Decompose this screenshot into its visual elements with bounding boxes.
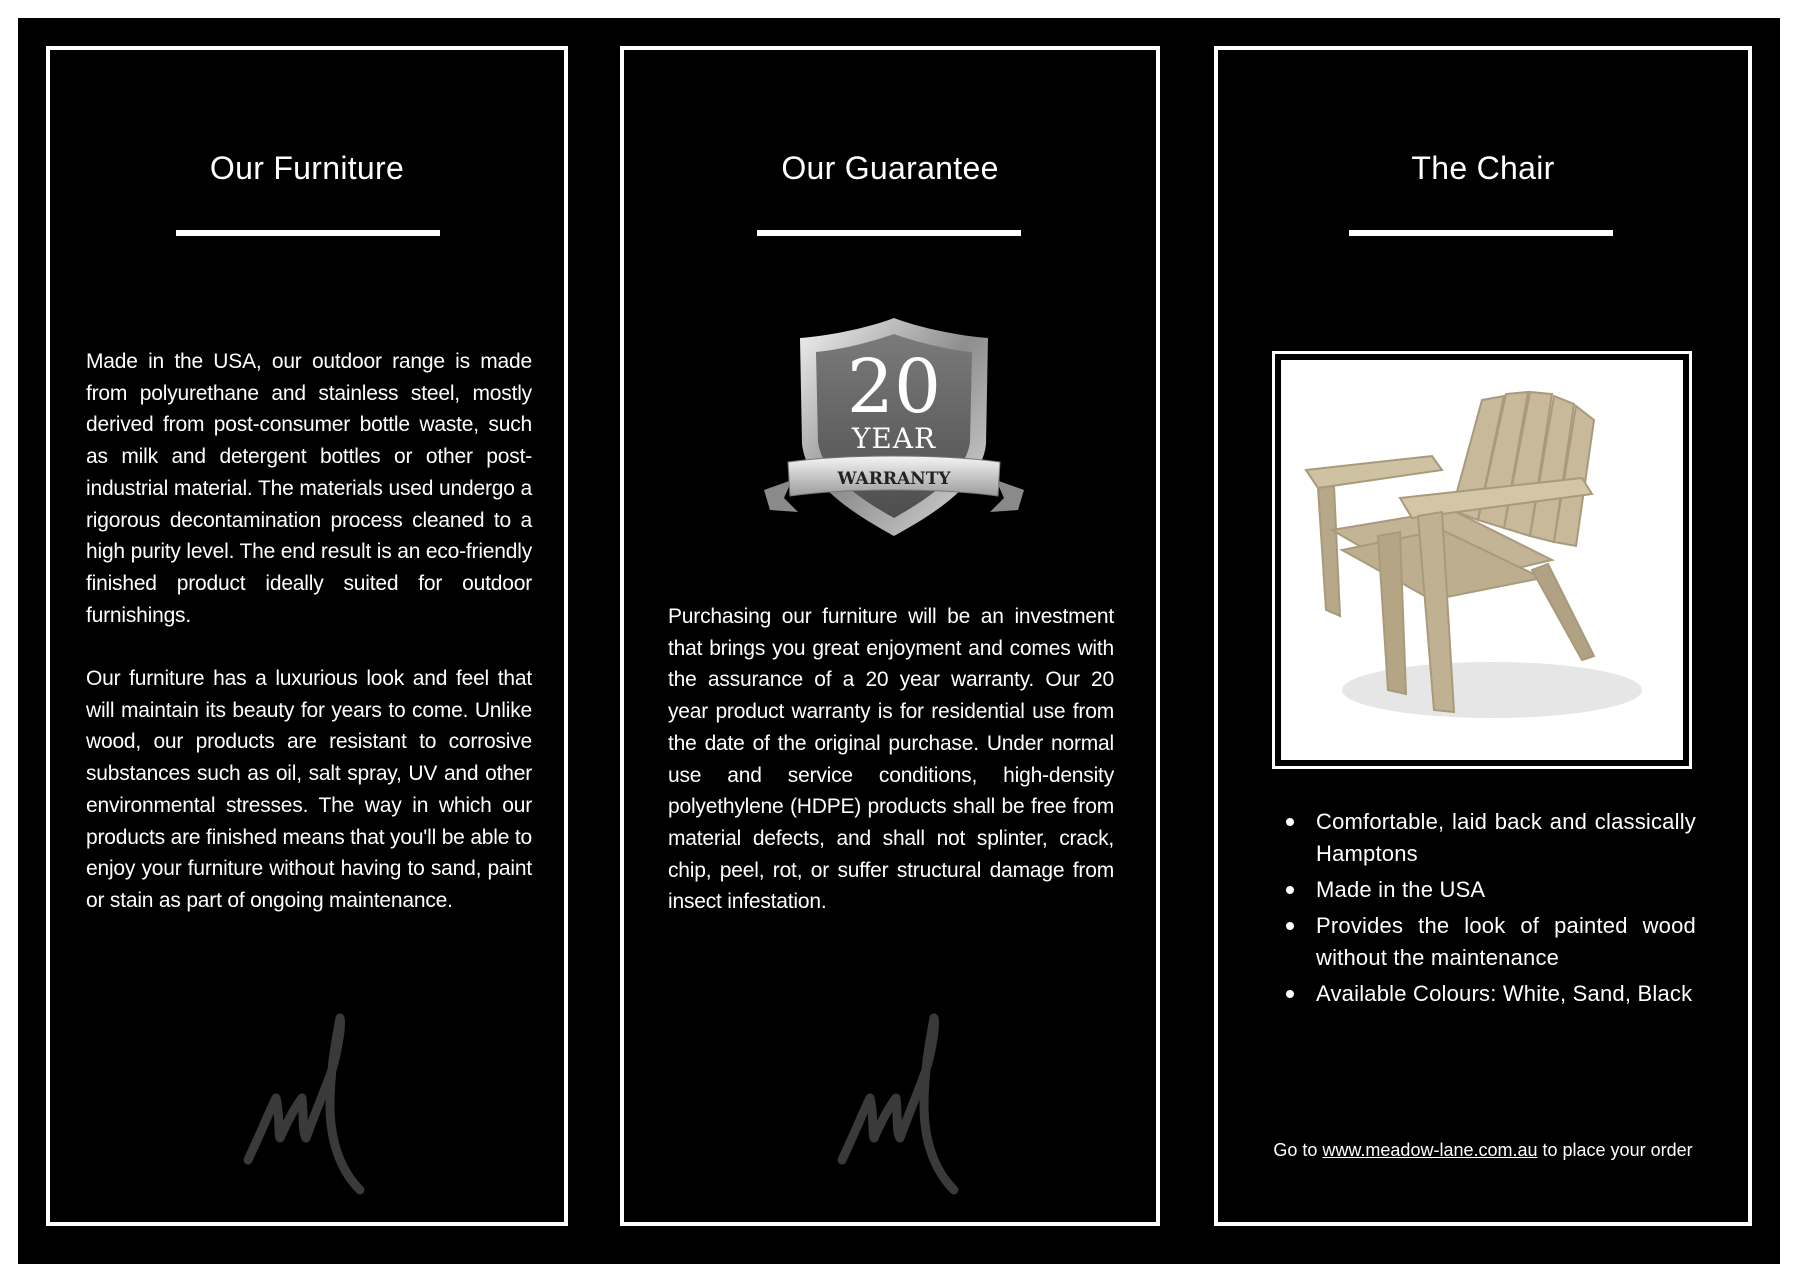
monogram-logo — [240, 1010, 370, 1200]
panel-the-chair — [1214, 46, 1752, 1226]
chair-photo — [1281, 360, 1683, 760]
brochure-sheet — [18, 18, 1780, 1264]
panel-title: Our Furniture — [209, 150, 405, 186]
panel-title: The Chair — [1411, 150, 1555, 186]
monogram-logo — [834, 1010, 964, 1200]
furniture-paragraph-1: Made in the USA, our outdoor range is made from polyurethane and stainless steel, mostly derived from post-consumer bottle waste, such as milk and detergent bottles or other post-industrial material. The materials used undergo a rigorous decontamination process cleaned to a high purity level. The end result is an eco-friendly finished product ideally suited for outdoor furnishings. — [86, 350, 532, 627]
order-line — [1218, 1140, 1748, 1161]
panel-our-guarantee — [620, 46, 1160, 1226]
order-suffix: to place your order — [1537, 1140, 1693, 1160]
feature-item: Made in the USA — [1284, 874, 1696, 906]
feature-item: Available Colours: White, Sand, Black — [1284, 978, 1696, 1010]
badge-number: 20 — [846, 344, 942, 430]
warranty-badge-icon — [758, 314, 1030, 544]
feature-item: Comfortable, laid back and classically Hamptons — [1284, 806, 1696, 870]
feature-list — [1284, 806, 1696, 1014]
panel-our-furniture — [46, 46, 568, 1226]
panel-title: Our Guarantee — [781, 150, 999, 186]
website-link[interactable]: www.meadow-lane.com.au — [1322, 1140, 1538, 1160]
title-divider — [176, 230, 440, 236]
feature-item: Provides the look of painted wood without the maintenance — [1284, 910, 1696, 974]
title-divider — [757, 230, 1021, 236]
guarantee-paragraph: Purchasing our furniture will be an investment that brings you great enjoyment and comes with the assurance of a 20 year warranty. Our 20 year product warranty is for residential use from the date of the original purchase. Under normal use and service conditions, high-density polyethylene (HDPE) products shall be free from material defects, and shall not splinter, crack, chip, peel, rot, or suffer structural damage from insect infestation. — [668, 605, 1114, 914]
order-prefix: Go to — [1273, 1140, 1323, 1160]
furniture-paragraph-2: Our furniture has a luxurious look and feel that will maintain its beauty for years to come. Unlike wood, our products are resistant to corrosive substances such as oil, salt spray, UV and other environmental stresses. The way in which our products are finished means that you'll be able to enjoy your furniture without having to sand, paint or stain as part of ongoing maintenance. — [86, 667, 532, 912]
title-divider — [1349, 230, 1613, 236]
badge-ribbon-text: WARRANTY — [837, 469, 951, 489]
adirondack-chair-image — [1281, 360, 1683, 760]
chair-photo-frame — [1272, 351, 1692, 769]
badge-unit: YEAR — [851, 422, 937, 455]
